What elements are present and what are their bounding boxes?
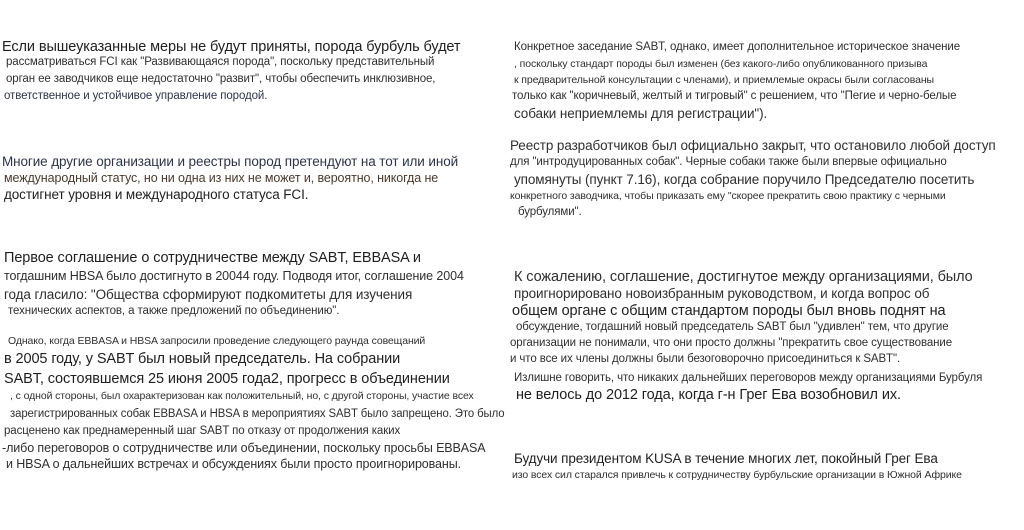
right-p3-line-3: общем органе с общим стандартом породы был вновь поднят на	[512, 303, 946, 319]
left-p1-line-2: рассматриваться FCI как "Развивающаяся порода", поскольку представительный	[6, 56, 435, 68]
left-p1-line-3: орган ее заводчиков еще недостаточно "развит", чтобы обеспечить инклюзивное,	[6, 73, 436, 85]
left-p4-line-4: , с одной стороны, был охарактеризован как положительный, но, с другой стороны, участие всех	[10, 390, 474, 402]
right-p3-line-2: проигнорировано новоизбранным руководством, и когда вопрос об	[514, 286, 930, 301]
right-p1-line-4: только как "коричневый, желтый и тигровый" с решением, что "Пегие и черно-белые	[512, 90, 957, 102]
left-p2-line-3: достигнет уровня и международного статуса FCI.	[4, 187, 309, 202]
right-p1-line-5: собаки неприемлемы для регистрации").	[514, 106, 768, 121]
right-p4-line-2: изо всех сил старался привлечь к сотрудничеству бурбульские организации в Южной Африке	[512, 469, 962, 481]
right-p3-line-7: Излишне говорить, что никаких дальнейших переговоров между организациями Бурбуля	[514, 372, 983, 384]
left-p3-line-3: года гласило: "Общества сформируют подкомитеты для изучения	[4, 287, 413, 302]
left-p2-line-1: Многие другие организации и реестры пород претендуют на тот или иной	[2, 154, 459, 169]
right-p3-line-5: организации не понимали, что они просто должны "прекратить свое существование	[510, 337, 953, 349]
left-p4-line-3: SABT, состоявшемся 25 июня 2005 года2, прогресс в объединении	[4, 371, 450, 387]
left-p4-line-6: расценено как преднамеренный шаг SABT по отказу от продолжения каких	[4, 425, 401, 437]
left-p1-line-1: Если вышеуказанные меры не будут приняты, порода бурбуль будет	[2, 39, 461, 55]
right-p2-line-4: конкретного заводчика, чтобы приказать ему "скорее прекратить свою практику с черными	[510, 190, 946, 202]
left-p1-line-4: ответственное и устойчивое управление породой.	[4, 90, 268, 102]
right-p4-line-1: Будучи президентом KUSA в течение многих лет, покойный Грег Ева	[514, 451, 938, 466]
left-p4-line-7: -либо переговоров о сотрудничестве или объединении, поскольку просьбы EBBASA	[2, 441, 486, 455]
right-p3-line-4: обсуждение, тогдашний новый председатель SABT был "удивлен" тем, что другие	[516, 321, 949, 333]
left-p3-line-2: тогдашним HBSA было достигнуто в 20044 году. Подводя итог, соглашение 2004	[4, 269, 464, 283]
left-p4-line-5: зарегистрированных собак EBBASA и HBSA в мероприятиях SABT было запрещено. Это было	[10, 408, 505, 420]
right-p3-line-8: не велось до 2012 года, когда г-н Грег Ева возобновил их.	[516, 387, 901, 403]
right-p2-line-3: упомянуты (пункт 7.16), когда собрание поручило Председателю посетить	[514, 172, 975, 187]
left-p3-line-1: Первое соглашение о сотрудничестве между SABT, EBBASA и	[4, 250, 421, 266]
right-p2-line-5: бурбулями".	[518, 206, 582, 218]
left-p4-line-2: в 2005 году, у SABT был новый председатель. На собрании	[4, 351, 401, 367]
left-p3-line-4: технических аспектов, а также предложений по объединению".	[8, 305, 340, 317]
right-p2-line-1: Реестр разработчиков был официально закрыт, что остановило любой доступ	[510, 138, 996, 153]
left-p4-line-8: и HBSA о дальнейших встречах и обсуждениях были просто проигнорированы.	[6, 457, 461, 471]
right-p3-line-6: и что все их члены должны были безоговорочно присоединиться к SABT".	[510, 353, 901, 365]
left-p4-line-1: Однако, когда EBBASA и HBSA запросили проведение следующего раунда совещаний	[8, 335, 426, 347]
right-p1-line-2: , поскольку стандарт породы был изменен (без какого-либо опубликованного призыва	[514, 58, 928, 70]
right-p3-line-1: К сожалению, соглашение, достигнутое между организациями, было	[514, 269, 973, 285]
right-p1-line-3: к предварительной консультации с членами), и приемлемые окрасы были согласованы	[514, 74, 934, 86]
right-p1-line-1: Конкретное заседание SABT, однако, имеет дополнительное историческое значение	[514, 41, 961, 53]
left-p2-line-2: международный статус, но ни одна из них не может и, вероятно, никогда не	[4, 171, 439, 185]
right-p2-line-2: для "интродуцированных собак". Черные собаки также были впервые официально	[510, 156, 947, 168]
